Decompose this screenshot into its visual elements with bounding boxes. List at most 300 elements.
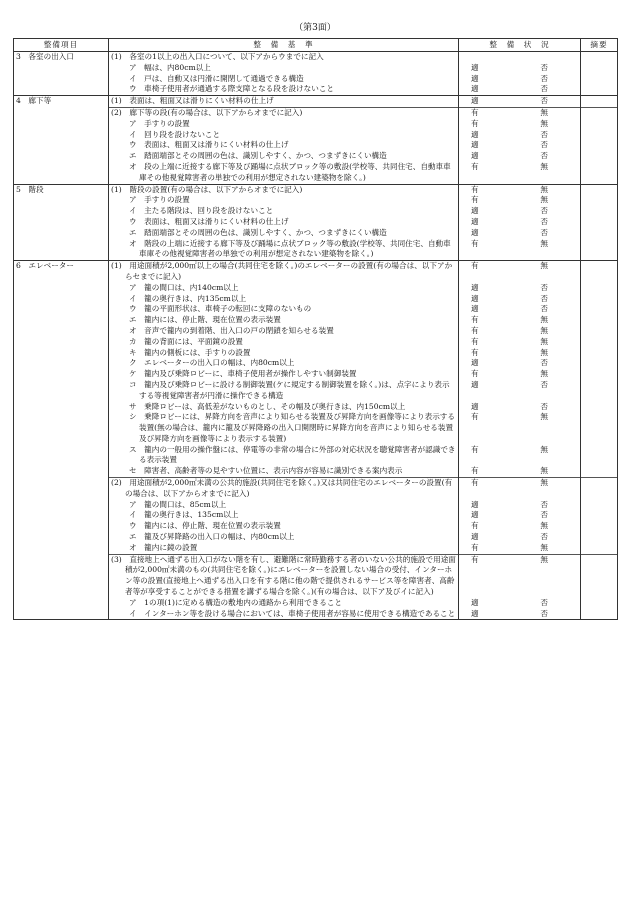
status-option-negative[interactable]: 無 — [540, 161, 548, 171]
item-cell: 4 廊下等 — [14, 96, 109, 108]
status-option-positive[interactable]: 適 — [471, 73, 479, 83]
table-row — [14, 184, 618, 195]
table-row — [14, 532, 618, 543]
status-option-negative[interactable]: 否 — [540, 499, 548, 509]
table-row — [14, 510, 618, 521]
standard-text: イ 戸は、自動又は円滑に開閉して通過できる構造 — [129, 73, 304, 83]
standard-text: (1) 表面は、粗面又は滑りにくい材料の仕上げ — [111, 96, 274, 106]
note-cell[interactable] — [581, 358, 618, 369]
table-row — [14, 151, 618, 162]
standard-text: ウ 表面は、粗面又は滑りにくい材料の仕上げ — [129, 216, 289, 226]
status-option-negative[interactable]: 否 — [540, 510, 548, 520]
status-option-negative[interactable]: 否 — [540, 73, 548, 83]
status-option-positive[interactable]: 適 — [471, 304, 479, 314]
note-cell[interactable] — [581, 500, 618, 511]
item-cell — [14, 478, 109, 500]
status-option-positive[interactable]: 適 — [471, 401, 479, 411]
standard-cell — [109, 510, 459, 521]
item-cell — [14, 369, 109, 380]
item-cell — [14, 74, 109, 85]
standard-cell — [109, 261, 459, 283]
table-row — [14, 598, 618, 609]
status-cell — [459, 598, 581, 609]
table-row — [14, 119, 618, 130]
header-standard: 整 備 基 準 — [109, 39, 459, 52]
status-option-positive[interactable]: 有 — [471, 542, 479, 552]
standard-text: エ 踏面端部とその周囲の色は、識別しやすく、かつ、つまずきにくい構造 — [129, 227, 387, 237]
standard-cell — [109, 598, 459, 609]
standard-text: ア 手すりの設置 — [129, 195, 190, 205]
status-cell — [459, 554, 581, 598]
standard-text: ス 籠内の一般用の操作盤には、停電等の非常の場合に外部の対応状況を聴覚障害者が認識できる表示装置 — [129, 444, 456, 465]
table-row — [14, 140, 618, 151]
status-cell — [459, 151, 581, 162]
table-row — [14, 402, 618, 413]
status-option-positive[interactable]: 適 — [471, 227, 479, 237]
table-row — [14, 107, 618, 118]
standard-text: (2) 廊下等の段(有の場合は、以下アからオまでに記入) — [111, 107, 303, 117]
note-cell[interactable] — [581, 380, 618, 402]
standard-text: ア 籠の間口は、内140cm以上 — [129, 282, 239, 292]
status-cell — [459, 358, 581, 369]
status-option-negative[interactable]: 否 — [540, 129, 548, 139]
standard-cell — [109, 500, 459, 511]
item-cell — [14, 380, 109, 402]
item-cell — [14, 217, 109, 228]
status-cell — [459, 283, 581, 294]
status-cell — [459, 294, 581, 305]
status-option-negative[interactable]: 無 — [540, 336, 548, 346]
status-option-negative[interactable]: 否 — [540, 84, 548, 94]
note-cell[interactable] — [581, 598, 618, 609]
standard-cell — [109, 543, 459, 554]
table-row — [14, 369, 618, 380]
note-cell[interactable] — [581, 402, 618, 413]
status-cell — [459, 337, 581, 348]
table-row — [14, 261, 618, 283]
status-option-positive[interactable]: 適 — [471, 96, 479, 106]
item-cell — [14, 151, 109, 162]
table-row — [14, 294, 618, 305]
item-cell — [14, 554, 109, 598]
standard-text: ウ 車椅子使用者が通過する際支障となる段を設けないこと — [129, 84, 335, 94]
note-cell[interactable] — [581, 348, 618, 359]
status-option-positive[interactable]: 適 — [471, 151, 479, 161]
table-row — [14, 380, 618, 402]
status-option-negative[interactable]: 否 — [540, 293, 548, 303]
table-row — [14, 412, 618, 444]
status-option-positive[interactable]: 有 — [471, 521, 479, 531]
status-option-positive[interactable]: 適 — [471, 206, 479, 216]
standard-text: エ 籠内には、停止階、現在位置の表示装置 — [129, 315, 281, 325]
status-option-negative[interactable]: 否 — [540, 304, 548, 314]
status-cell — [459, 510, 581, 521]
table-row — [14, 337, 618, 348]
status-option-negative[interactable]: 無 — [540, 325, 548, 335]
status-option-positive[interactable]: 適 — [471, 532, 479, 542]
note-cell[interactable] — [581, 543, 618, 554]
note-cell[interactable] — [581, 337, 618, 348]
standard-cell — [109, 228, 459, 239]
note-cell[interactable] — [581, 74, 618, 85]
standard-cell — [109, 184, 459, 195]
status-option-negative[interactable]: 否 — [540, 62, 548, 72]
status-cell — [459, 326, 581, 337]
standard-cell — [109, 206, 459, 217]
header-note: 摘要 — [581, 39, 618, 52]
status-option-negative[interactable]: 無 — [540, 238, 548, 248]
status-option-positive[interactable]: 適 — [471, 597, 479, 607]
status-option-positive[interactable]: 有 — [471, 347, 479, 357]
standard-cell — [109, 162, 459, 184]
standard-cell — [109, 217, 459, 228]
status-option-positive[interactable]: 有 — [471, 554, 479, 564]
status-option-negative[interactable]: 無 — [540, 261, 548, 271]
standard-cell — [109, 358, 459, 369]
standard-text: ウ 籠内には、停止階、現在位置の表示装置 — [129, 521, 281, 531]
item-cell — [14, 162, 109, 184]
status-option-positive[interactable]: 適 — [471, 499, 479, 509]
status-option-positive[interactable]: 適 — [471, 62, 479, 72]
table-row — [14, 283, 618, 294]
standard-cell — [109, 554, 459, 598]
table-header — [14, 39, 618, 52]
standard-cell — [109, 63, 459, 74]
status-option-positive[interactable]: 有 — [471, 107, 479, 117]
table-row — [14, 445, 618, 467]
status-cell — [459, 140, 581, 151]
table-row — [14, 554, 618, 598]
item-cell — [14, 532, 109, 543]
status-option-positive[interactable]: 適 — [471, 140, 479, 150]
table-row — [14, 162, 618, 184]
status-option-positive[interactable]: 適 — [471, 129, 479, 139]
note-cell[interactable] — [581, 206, 618, 217]
item-cell — [14, 598, 109, 609]
standard-cell — [109, 195, 459, 206]
table-row — [14, 130, 618, 141]
note-cell[interactable] — [581, 217, 618, 228]
status-cell — [459, 380, 581, 402]
item-cell: 6 エレベーター — [14, 261, 109, 283]
standard-text: エ 踏面端部とその周囲の色は、識別しやすく、かつ、つまずきにくい構造 — [129, 151, 387, 161]
status-cell — [459, 206, 581, 217]
status-option-negative[interactable]: 否 — [540, 282, 548, 292]
status-option-negative[interactable]: 否 — [540, 608, 548, 618]
standard-text: セ 障害者、高齢者等の見やすい位置に、表示内容が容易に識別できる案内表示 — [129, 466, 403, 476]
note-cell[interactable] — [581, 466, 618, 477]
standard-text: イ 回り段を設けないこと — [129, 129, 221, 139]
header-status: 整 備 状 況 — [459, 39, 581, 52]
status-cell — [459, 217, 581, 228]
status-option-positive[interactable]: 適 — [471, 379, 479, 389]
standard-text: イ 主たる階段は、回り段を設けないこと — [129, 206, 274, 216]
status-option-negative[interactable]: 無 — [540, 444, 548, 454]
standard-text: (1) 用途面積が2,000㎡以上の場合(共同住宅を除く。)のエレベーターの設置(有の場合は、以下アからセまでに記入) — [111, 261, 453, 281]
table-row — [14, 228, 618, 239]
checklist-table — [13, 38, 618, 620]
standard-cell — [109, 380, 459, 402]
status-option-positive[interactable]: 有 — [471, 466, 479, 476]
standard-text: オ 音声で籠内の到着階、出入口の戸の閉鎖を知らせる装置 — [129, 325, 334, 335]
note-cell[interactable] — [581, 510, 618, 521]
standard-text: ク エレベーターの出入口の幅は、内80cm以上 — [129, 358, 295, 368]
note-cell[interactable] — [581, 195, 618, 206]
standard-text: (1) 階段の設置(有の場合は、以下アからオまでに記入) — [111, 184, 303, 194]
status-option-positive[interactable]: 有 — [471, 478, 479, 488]
standard-cell — [109, 96, 459, 108]
status-option-positive[interactable]: 有 — [471, 118, 479, 128]
standard-cell — [109, 337, 459, 348]
status-option-positive[interactable]: 有 — [471, 238, 479, 248]
standard-cell — [109, 326, 459, 337]
status-option-positive[interactable]: 有 — [471, 369, 479, 379]
standard-cell — [109, 130, 459, 141]
note-cell[interactable] — [581, 107, 618, 118]
standard-cell — [109, 532, 459, 543]
note-cell[interactable] — [581, 228, 618, 239]
note-cell[interactable] — [581, 369, 618, 380]
item-cell — [14, 304, 109, 315]
status-cell — [459, 532, 581, 543]
item-cell — [14, 543, 109, 554]
standard-cell — [109, 52, 459, 63]
table-row — [14, 543, 618, 554]
status-cell — [459, 478, 581, 500]
note-cell[interactable] — [581, 119, 618, 130]
page-title: （第3面） — [294, 23, 336, 33]
table-row — [14, 500, 618, 511]
item-cell — [14, 228, 109, 239]
status-option-positive[interactable]: 有 — [471, 184, 479, 194]
table-row — [14, 609, 618, 620]
note-cell[interactable] — [581, 151, 618, 162]
status-cell — [459, 74, 581, 85]
note-cell[interactable] — [581, 184, 618, 195]
status-cell — [459, 195, 581, 206]
table-body — [14, 52, 618, 620]
table-row — [14, 74, 618, 85]
note-cell[interactable] — [581, 609, 618, 620]
status-cell — [459, 543, 581, 554]
standard-text: ア 1の項(1)に定める構造の敷地内の通路から利用できること — [129, 597, 343, 607]
status-option-negative[interactable]: 否 — [540, 532, 548, 542]
standard-text: (1) 各室の1以上の出入口について、以下アからウまでに記入 — [111, 52, 324, 61]
standard-text: オ 階段の上端に近接する廊下等及び踊場に点状ブロック等の敷設(学校等、共同住宅、自動車車庫その他視覚障害者の単独での利用が想定されない建築物を除く。) — [129, 238, 451, 259]
note-cell[interactable] — [581, 521, 618, 532]
status-option-negative[interactable]: 否 — [540, 140, 548, 150]
item-cell: 3 各室の出入口 — [14, 52, 109, 63]
status-option-negative[interactable]: 無 — [540, 542, 548, 552]
standard-text: ケ 籠内及び乗降ロビーに、車椅子使用者が操作しやすい制御装置 — [129, 369, 357, 379]
standard-text: サ 乗降ロビーは、高低差がないものとし、その幅及び奥行きは、内150cm以上 — [129, 401, 406, 411]
standard-text: (2) 用途面積が2,000㎡未満の公共的施設(共同住宅を除く。)又は共同住宅のエレベーターの設置(有の場合は、以下アからオまでに記入) — [111, 478, 453, 498]
standard-text: イ 籠の奥行きは、135cm以上 — [129, 510, 239, 520]
status-option-negative[interactable]: 無 — [540, 478, 548, 488]
standard-cell — [109, 466, 459, 477]
status-option-positive[interactable]: 有 — [471, 444, 479, 454]
item-cell — [14, 445, 109, 467]
status-cell — [459, 184, 581, 195]
status-option-negative[interactable]: 否 — [540, 227, 548, 237]
note-cell[interactable] — [581, 261, 618, 283]
note-cell[interactable] — [581, 304, 618, 315]
status-cell — [459, 348, 581, 359]
status-cell — [459, 609, 581, 620]
standard-text: ウ 籠の平面形状は、車椅子の転回に支障のないもの — [129, 304, 312, 314]
item-cell — [14, 107, 109, 118]
status-option-negative[interactable]: 否 — [540, 401, 548, 411]
status-option-negative[interactable]: 否 — [540, 216, 548, 226]
standard-text: キ 籠内の側板には、手すりの設置 — [129, 347, 251, 357]
standard-cell — [109, 140, 459, 151]
status-cell — [459, 500, 581, 511]
header-item: 整備項目 — [14, 39, 109, 52]
table-row — [14, 358, 618, 369]
note-cell[interactable] — [581, 84, 618, 95]
status-cell — [459, 445, 581, 467]
note-cell[interactable] — [581, 239, 618, 261]
status-cell — [459, 162, 581, 184]
item-cell — [14, 466, 109, 477]
status-option-negative[interactable]: 否 — [540, 358, 548, 368]
item-cell — [14, 402, 109, 413]
standard-cell — [109, 369, 459, 380]
status-option-positive[interactable]: 有 — [471, 315, 479, 325]
status-cell — [459, 52, 581, 63]
standard-text: コ 籠内及び乗降ロビーに設ける制御装置(ケに規定する制御装置を除く。)は、点字により表示する等視覚障害者が円滑に操作できる構造 — [129, 379, 450, 400]
item-cell — [14, 500, 109, 511]
status-option-positive[interactable]: 適 — [471, 84, 479, 94]
table-row — [14, 304, 618, 315]
note-cell[interactable] — [581, 162, 618, 184]
status-option-negative[interactable]: 無 — [540, 554, 548, 564]
standard-text: ア 籠の間口は、85cm以上 — [129, 499, 227, 509]
status-option-positive[interactable]: 適 — [471, 216, 479, 226]
status-cell — [459, 369, 581, 380]
standard-cell — [109, 294, 459, 305]
status-option-negative[interactable]: 否 — [540, 597, 548, 607]
status-option-positive[interactable]: 有 — [471, 325, 479, 335]
status-cell — [459, 304, 581, 315]
table-row — [14, 466, 618, 477]
table-row — [14, 239, 618, 261]
item-cell — [14, 119, 109, 130]
status-cell — [459, 84, 581, 95]
status-option-positive[interactable]: 有 — [471, 336, 479, 346]
status-cell — [459, 107, 581, 118]
item-cell — [14, 326, 109, 337]
status-option-negative[interactable]: 否 — [540, 151, 548, 161]
item-cell — [14, 348, 109, 359]
item-cell — [14, 140, 109, 151]
standard-text: (3) 直接地上へ通ずる出入口がない階を有し、避難階に常時勤務する者のいない公共的施設で用途面積が2,000㎡未満のもの(共同住宅を除く。)にエレベーターを設置しない場合の受付、インターホン等の設置(直接地上へ通ずる出入口を有する階に他の階で提供されるサービス等を障害者、高齢者等が享受することができる措置を講ずる場合を除く。)(有の場合は、以下ア及びイに記入) — [111, 554, 456, 597]
item-cell — [14, 337, 109, 348]
note-cell[interactable] — [581, 532, 618, 543]
note-cell[interactable] — [581, 412, 618, 444]
status-option-negative[interactable]: 否 — [540, 206, 548, 216]
table-row — [14, 521, 618, 532]
standard-text: イ 籠の奥行きは、内135cm以上 — [129, 293, 247, 303]
note-cell[interactable] — [581, 315, 618, 326]
item-cell — [14, 294, 109, 305]
status-option-negative[interactable]: 無 — [540, 118, 548, 128]
status-option-negative[interactable]: 無 — [540, 315, 548, 325]
table-row — [14, 217, 618, 228]
status-option-negative[interactable]: 無 — [540, 412, 548, 422]
status-option-positive[interactable]: 有 — [471, 412, 479, 422]
note-cell[interactable] — [581, 283, 618, 294]
standard-cell — [109, 74, 459, 85]
standard-text: エ 籠及び昇降路の出入口の幅は、内80cm以上 — [129, 532, 295, 542]
item-cell — [14, 510, 109, 521]
standard-cell — [109, 315, 459, 326]
status-option-negative[interactable]: 無 — [540, 466, 548, 476]
status-option-negative[interactable]: 否 — [540, 96, 548, 106]
standard-cell — [109, 239, 459, 261]
status-option-negative[interactable]: 無 — [540, 369, 548, 379]
note-cell[interactable] — [581, 478, 618, 500]
standard-text: ア 幅は、内80cm以上 — [129, 62, 211, 72]
status-option-negative[interactable]: 無 — [540, 521, 548, 531]
note-cell[interactable] — [581, 554, 618, 598]
status-option-negative[interactable]: 否 — [540, 379, 548, 389]
standard-cell — [109, 304, 459, 315]
status-option-positive[interactable]: 適 — [471, 608, 479, 618]
table-row — [14, 326, 618, 337]
note-cell[interactable] — [581, 96, 618, 108]
status-option-positive[interactable]: 適 — [471, 293, 479, 303]
standard-cell — [109, 521, 459, 532]
status-option-positive[interactable]: 適 — [471, 358, 479, 368]
standard-text: オ 籠内に鏡の設置 — [129, 542, 198, 552]
table-row — [14, 478, 618, 500]
status-option-negative[interactable]: 無 — [540, 184, 548, 194]
status-option-positive[interactable]: 適 — [471, 510, 479, 520]
item-cell — [14, 195, 109, 206]
note-cell[interactable] — [581, 52, 618, 63]
status-option-positive[interactable]: 適 — [471, 282, 479, 292]
status-option-positive[interactable]: 有 — [471, 161, 479, 171]
table-row — [14, 348, 618, 359]
table-row — [14, 84, 618, 95]
status-cell — [459, 521, 581, 532]
item-cell — [14, 63, 109, 74]
status-option-negative[interactable]: 無 — [540, 107, 548, 117]
standard-cell — [109, 412, 459, 444]
standard-text: シ 乗降ロビーには、昇降方向を音声により知らせる装置及び昇降方向を画像等により表示する装置(無の場合は、籠内に籠及び昇降路の出入口開閉時に昇降方向を音声により知らせる装置及び昇降方向を画像等により表示する装置) — [129, 412, 455, 443]
status-option-negative[interactable]: 無 — [540, 195, 548, 205]
status-option-negative[interactable]: 無 — [540, 347, 548, 357]
note-cell[interactable] — [581, 63, 618, 74]
table-row — [14, 195, 618, 206]
note-cell[interactable] — [581, 130, 618, 141]
standard-text: カ 籠の背面には、平面鏡の設置 — [129, 336, 243, 346]
note-cell[interactable] — [581, 294, 618, 305]
status-option-positive[interactable]: 有 — [471, 195, 479, 205]
note-cell[interactable] — [581, 445, 618, 467]
status-cell — [459, 412, 581, 444]
item-cell — [14, 609, 109, 620]
standard-cell — [109, 107, 459, 118]
status-option-positive[interactable]: 有 — [471, 261, 479, 271]
status-cell — [459, 63, 581, 74]
item-cell — [14, 315, 109, 326]
item-cell — [14, 358, 109, 369]
note-cell[interactable] — [581, 140, 618, 151]
note-cell[interactable] — [581, 326, 618, 337]
table-row — [14, 96, 618, 108]
